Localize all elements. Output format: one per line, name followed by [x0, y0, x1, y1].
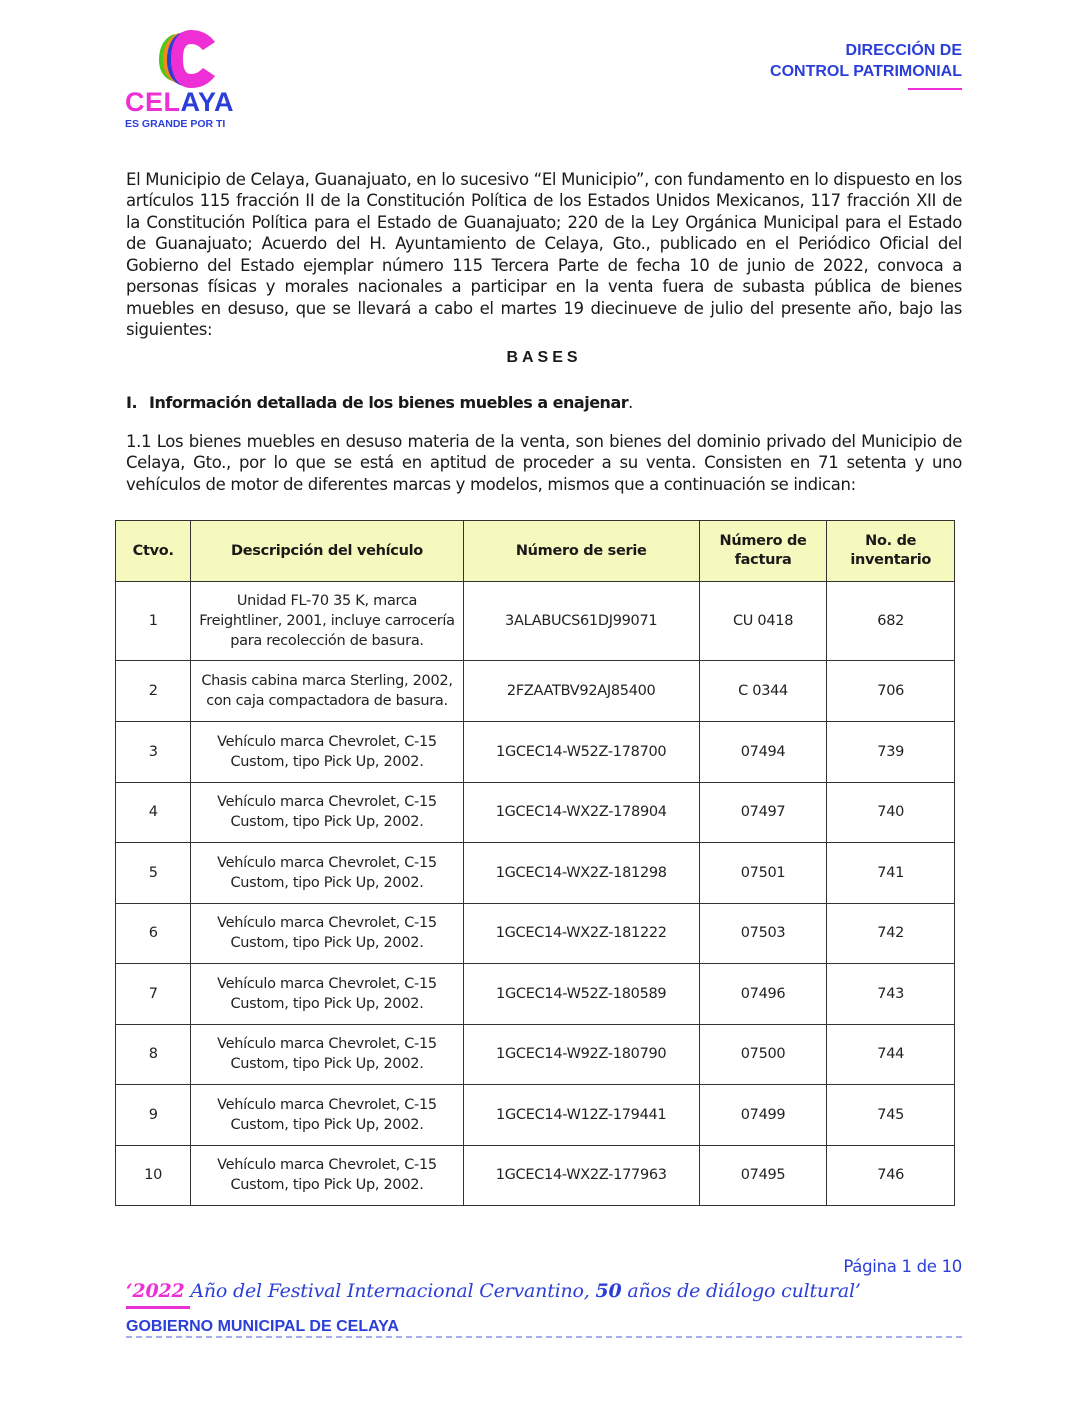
- table-row: [116, 1024, 955, 1085]
- table-row: [116, 661, 955, 722]
- cell-descripcion: Vehículo marca Chevrolet, C-15 Custom, tipo Pick Up, 2002.: [191, 903, 463, 964]
- department-title: [770, 40, 962, 82]
- cell-descripcion: Vehículo marca Chevrolet, C-15 Custom, tipo Pick Up, 2002.: [191, 964, 463, 1025]
- logo-tagline: ES GRANDE POR TI: [125, 118, 226, 130]
- motto-underline: [126, 1306, 190, 1309]
- table-row: [116, 843, 955, 904]
- section-title-period: .: [628, 393, 633, 412]
- cell-ctvo: 5: [116, 843, 191, 904]
- cell-serie: 1GCEC14-WX2Z-181298: [463, 843, 699, 904]
- cell-ctvo: 7: [116, 964, 191, 1025]
- table-header-row: [116, 521, 955, 582]
- cell-factura: 07501: [699, 843, 827, 904]
- bases-heading: BASES: [506, 349, 582, 366]
- cell-factura: 07503: [699, 903, 827, 964]
- section-body: 1.1 Los bienes muebles en desuso materia de la venta, son bienes del dominio privado del Municipio de Celaya, Gto., por lo que se está en aptitud de proceder a su venta. Consisten en 71 setenta y uno vehículos de motor de diferentes marcas y modelos, mismos que a continuación se indican:: [126, 431, 962, 494]
- cell-serie: 2FZAATBV92AJ85400: [463, 661, 699, 722]
- cell-inventario: 740: [827, 782, 955, 843]
- table-row: [116, 582, 955, 661]
- column-header-factura: Número de factura: [699, 521, 827, 582]
- section-title-text: Información detallada de los bienes muebles a enajenar: [149, 393, 629, 412]
- motto-fifty: 50: [595, 1280, 622, 1302]
- cell-factura: 07499: [699, 1085, 827, 1146]
- motto-end: años de diálogo cultural’: [621, 1280, 861, 1302]
- logo-wordmark-part2: AYA: [180, 87, 235, 117]
- cell-serie: 3ALABUCS61DJ99071: [463, 582, 699, 661]
- column-header-serie: Número de serie: [463, 521, 699, 582]
- column-header-ctvo: Ctvo.: [116, 521, 191, 582]
- cell-inventario: 742: [827, 903, 955, 964]
- column-header-inventario: No. de inventario: [827, 521, 955, 582]
- logo-wordmark-part1: CEL: [125, 87, 181, 117]
- cell-factura: 07497: [699, 782, 827, 843]
- table-row: [116, 1145, 955, 1206]
- cell-ctvo: 8: [116, 1024, 191, 1085]
- cell-descripcion: Unidad FL-70 35 K, marca Freightliner, 2001, incluye carrocería para recolección de basura.: [191, 582, 463, 661]
- cell-ctvo: 3: [116, 722, 191, 783]
- department-line-2: CONTROL PATRIMONIAL: [770, 63, 962, 80]
- logo-wordmark: [125, 88, 234, 116]
- cell-serie: 1GCEC14-WX2Z-181222: [463, 903, 699, 964]
- cell-ctvo: 2: [116, 661, 191, 722]
- cell-serie: 1GCEC14-W52Z-178700: [463, 722, 699, 783]
- cell-ctvo: 4: [116, 782, 191, 843]
- cell-serie: 1GCEC14-WX2Z-177963: [463, 1145, 699, 1206]
- cell-factura: 07494: [699, 722, 827, 783]
- cell-descripcion: Chasis cabina marca Sterling, 2002, con caja compactadora de basura.: [191, 661, 463, 722]
- cell-inventario: 682: [827, 582, 955, 661]
- cell-descripcion: Vehículo marca Chevrolet, C-15 Custom, tipo Pick Up, 2002.: [191, 722, 463, 783]
- motto-middle: Año del Festival Internacional Cervantino,: [184, 1280, 596, 1302]
- cell-descripcion: Vehículo marca Chevrolet, C-15 Custom, tipo Pick Up, 2002.: [191, 843, 463, 904]
- table-row: [116, 722, 955, 783]
- footer-motto: [126, 1280, 861, 1302]
- cell-factura: 07495: [699, 1145, 827, 1206]
- cell-factura: CU 0418: [699, 582, 827, 661]
- cell-ctvo: 9: [116, 1085, 191, 1146]
- cell-factura: 07500: [699, 1024, 827, 1085]
- cell-serie: 1GCEC14-WX2Z-178904: [463, 782, 699, 843]
- motto-open-quote: ‘: [126, 1280, 133, 1302]
- cell-serie: 1GCEC14-W92Z-180790: [463, 1024, 699, 1085]
- intro-paragraph: El Municipio de Celaya, Guanajuato, en lo sucesivo “El Municipio”, con fundamento en lo dispuesto en los artículos 115 fracción II de la Constitución Política de los Estados Unidos Mexicanos, 117 fracción XII de la Constitución Política para el Estado de Guanajuato; 220 de la Ley Orgánica Municipal para el Estado de Guanajuato; Acuerdo del H. Ayuntamiento de Celaya, Gto., publicado en el Periódico Oficial del Gobierno del Estado ejemplar número 115 Tercera Parte de fecha 10 de junio de 2022, convoca a personas físicas y morales nacionales a participar en la venta fuera de subasta pública de bienes muebles en desuso, que se llevará a cabo el martes 19 diecinueve de julio del presente año, bajo las siguientes:: [126, 169, 962, 339]
- cell-factura: 07496: [699, 964, 827, 1025]
- celaya-c-logo-icon: [145, 30, 217, 88]
- celaya-logo: [125, 30, 240, 130]
- cell-serie: 1GCEC14-W12Z-179441: [463, 1085, 699, 1146]
- table-row: [116, 782, 955, 843]
- cell-ctvo: 10: [116, 1145, 191, 1206]
- page-number: Página 1 de 10: [843, 1257, 962, 1276]
- cell-serie: 1GCEC14-W52Z-180589: [463, 964, 699, 1025]
- cell-inventario: 744: [827, 1024, 955, 1085]
- government-name: GOBIERNO MUNICIPAL DE CELAYA: [126, 1318, 399, 1335]
- cell-descripcion: Vehículo marca Chevrolet, C-15 Custom, tipo Pick Up, 2002.: [191, 1145, 463, 1206]
- section-title: [126, 393, 633, 412]
- department-line-1: DIRECCIÓN DE: [845, 42, 962, 59]
- cell-descripcion: Vehículo marca Chevrolet, C-15 Custom, tipo Pick Up, 2002.: [191, 1085, 463, 1146]
- cell-inventario: 746: [827, 1145, 955, 1206]
- footer-address-cutoff: [126, 1336, 962, 1342]
- cell-descripcion: Vehículo marca Chevrolet, C-15 Custom, tipo Pick Up, 2002.: [191, 1024, 463, 1085]
- cell-inventario: 706: [827, 661, 955, 722]
- table-row: [116, 1085, 955, 1146]
- motto-year: 2022: [132, 1280, 185, 1302]
- table-row: [116, 964, 955, 1025]
- cell-inventario: 743: [827, 964, 955, 1025]
- cell-inventario: 745: [827, 1085, 955, 1146]
- cell-ctvo: 1: [116, 582, 191, 661]
- table-row: [116, 903, 955, 964]
- section-number: I.: [126, 393, 138, 412]
- cell-ctvo: 6: [116, 903, 191, 964]
- vehicle-inventory-table: [115, 520, 955, 1206]
- cell-factura: C 0344: [699, 661, 827, 722]
- cell-descripcion: Vehículo marca Chevrolet, C-15 Custom, tipo Pick Up, 2002.: [191, 782, 463, 843]
- department-underline: [908, 88, 962, 90]
- column-header-descripcion: Descripción del vehículo: [191, 521, 463, 582]
- cell-inventario: 741: [827, 843, 955, 904]
- cell-inventario: 739: [827, 722, 955, 783]
